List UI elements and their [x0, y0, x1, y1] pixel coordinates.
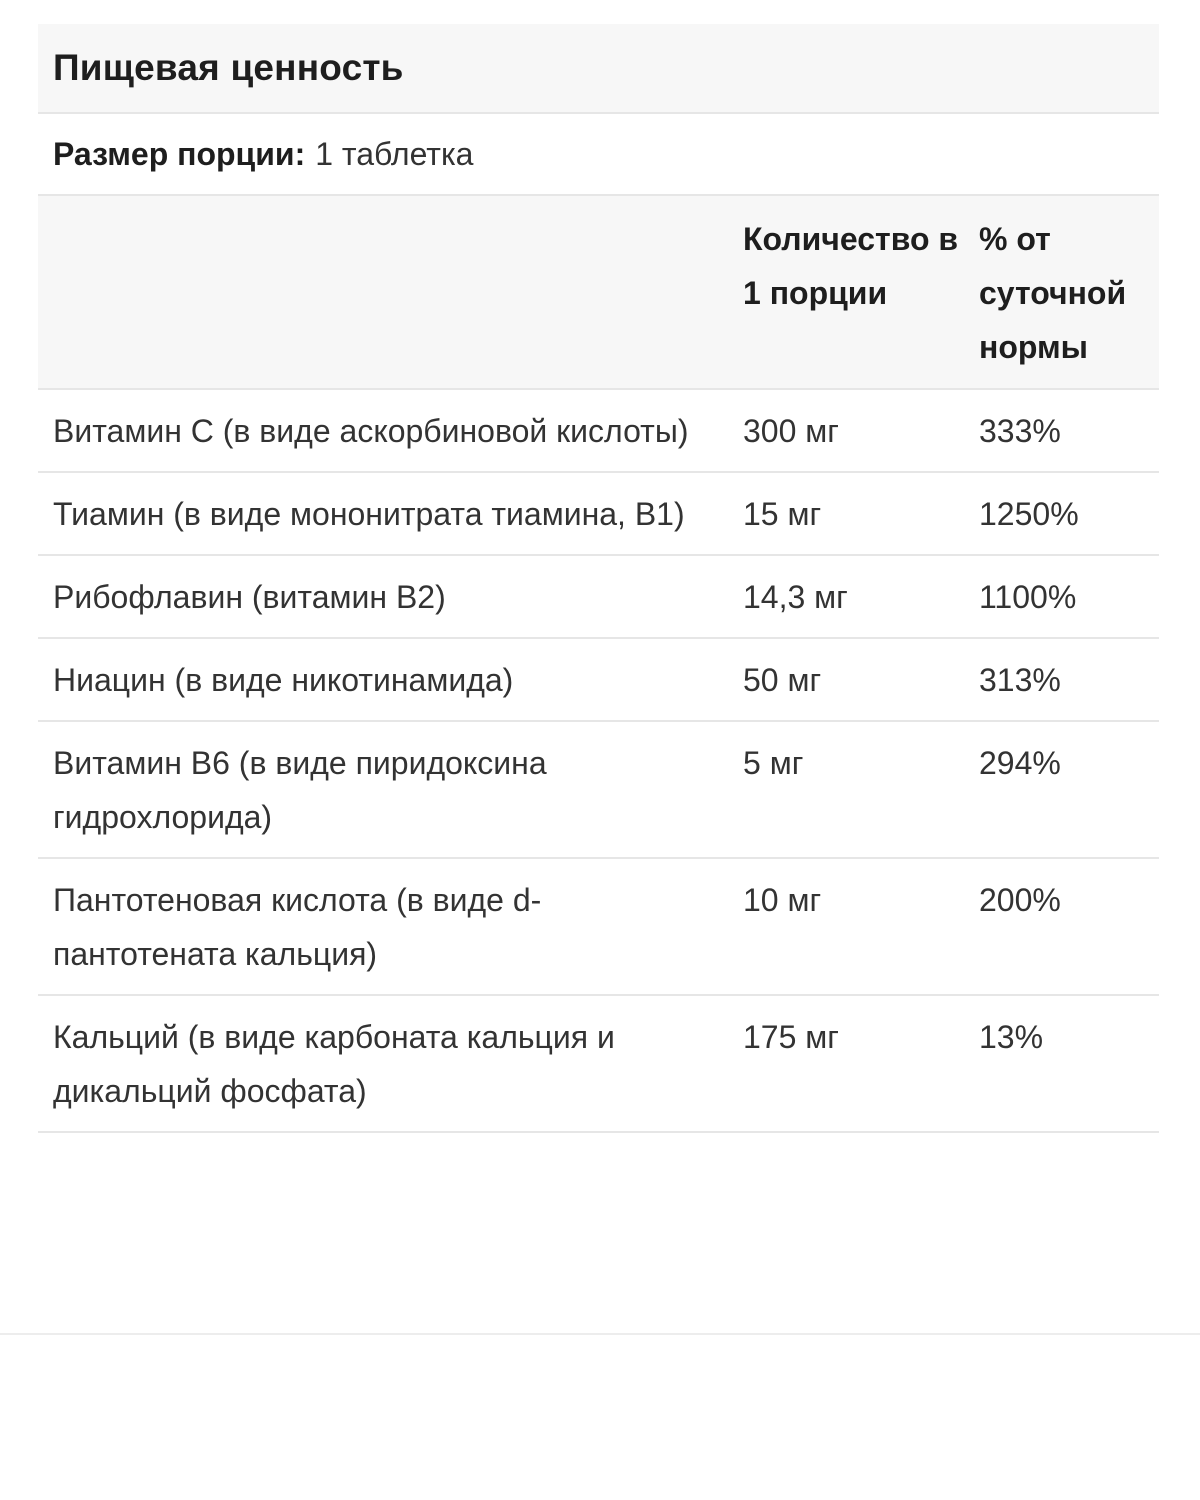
- nutrient-daily-value: 294%: [964, 721, 1159, 858]
- nutrient-name: Тиамин (в виде мононитрата тиамина, B1): [38, 472, 728, 555]
- column-header-name: [38, 196, 728, 389]
- nutrient-name: Витамин B6 (в виде пиридоксина гидрохлорида): [38, 721, 728, 858]
- serving-size-label: Размер порции:: [53, 135, 306, 172]
- table-header-row: [38, 196, 1159, 389]
- nutrient-name: Кальций (в виде карбоната кальция и дикальций фосфата): [38, 995, 728, 1132]
- serving-size-value: 1 таблетка: [315, 135, 474, 172]
- nutrient-daily-value: 333%: [964, 389, 1159, 472]
- nutrient-amount: 50 мг: [728, 638, 964, 721]
- nutrient-amount: 5 мг: [728, 721, 964, 858]
- nutrient-name: Витамин С (в виде аскорбиновой кислоты): [38, 389, 728, 472]
- nutrient-amount: 10 мг: [728, 858, 964, 995]
- table-row: [38, 721, 1159, 858]
- nutrient-daily-value: 1100%: [964, 555, 1159, 638]
- column-header-daily-value: % от суточной нормы: [964, 196, 1159, 389]
- nutrient-name: Ниацин (в виде никотинамида): [38, 638, 728, 721]
- nutrient-name: Пантотеновая кислота (в виде d-пантотената кальция): [38, 858, 728, 995]
- table-row: [38, 472, 1159, 555]
- nutrient-daily-value: 1250%: [964, 472, 1159, 555]
- nutrient-daily-value: 13%: [964, 995, 1159, 1132]
- nutrient-amount: 300 мг: [728, 389, 964, 472]
- page-divider: [0, 1333, 1200, 1335]
- table-row: [38, 555, 1159, 638]
- column-header-amount: Количество в 1 порции: [728, 196, 964, 389]
- panel-header: [38, 24, 1159, 114]
- table-row: [38, 389, 1159, 472]
- table-row: [38, 995, 1159, 1132]
- nutrient-amount: 14,3 мг: [728, 555, 964, 638]
- panel-title: Пищевая ценность: [53, 47, 404, 88]
- table-row: [38, 638, 1159, 721]
- nutrient-daily-value: 313%: [964, 638, 1159, 721]
- nutrient-daily-value: 200%: [964, 858, 1159, 995]
- nutrient-name: Рибофлавин (витамин B2): [38, 555, 728, 638]
- nutrient-amount: 15 мг: [728, 472, 964, 555]
- nutrition-table: [38, 196, 1159, 1133]
- nutrient-amount: 175 мг: [728, 995, 964, 1132]
- nutrition-facts-panel: [38, 24, 1159, 1133]
- serving-size-row: [38, 114, 1159, 196]
- table-row: [38, 858, 1159, 995]
